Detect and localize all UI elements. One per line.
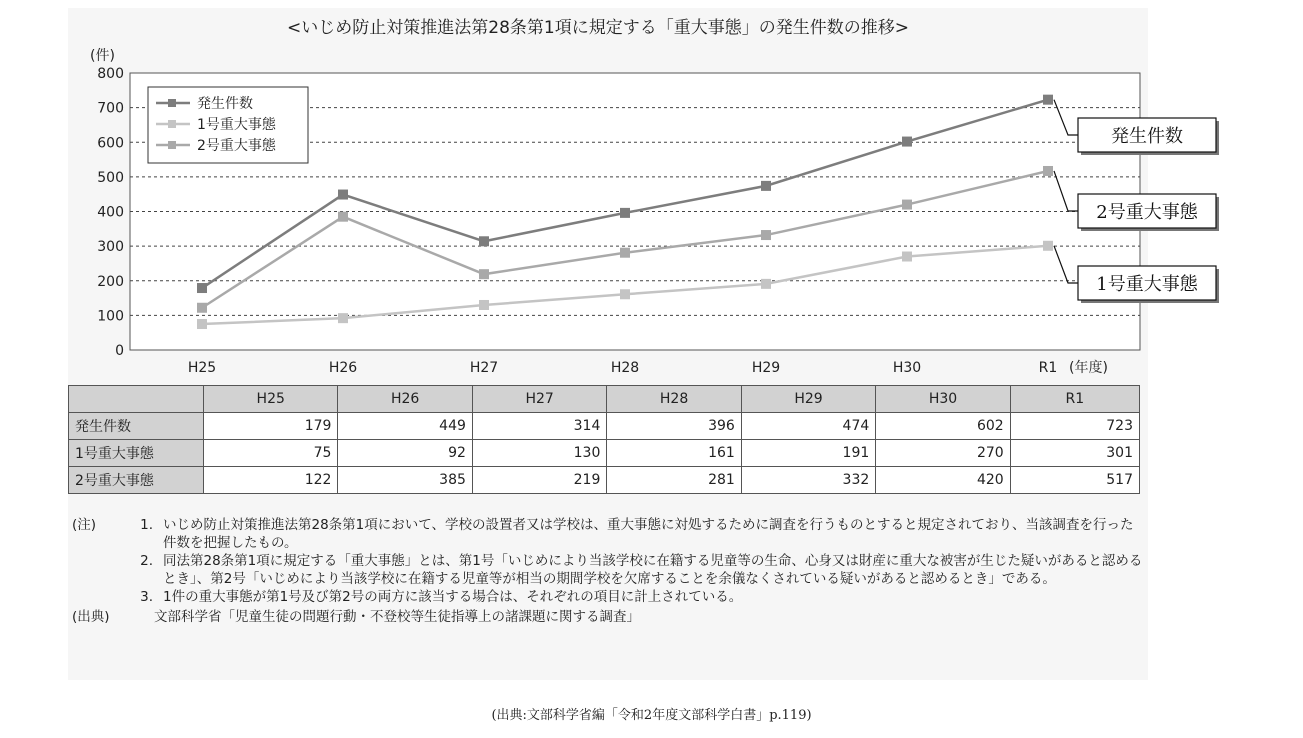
data-point: [338, 313, 348, 323]
figure-panel: [68, 8, 1198, 680]
note-lead: [72, 588, 117, 606]
x-axis-unit: (年度): [1069, 360, 1108, 376]
x-tick-label: H28: [610, 360, 640, 376]
x-axis-ticks: [188, 360, 1057, 376]
note-lead: [72, 552, 117, 588]
table-corner: [69, 386, 204, 413]
x-tick-label: H29: [751, 360, 781, 376]
legend-swatch-marker: [168, 141, 176, 149]
data-point: [761, 181, 771, 191]
callout-label: 発生件数: [1111, 126, 1183, 147]
note-text: いじめ防止対策推進法第28条第1項において、学校の設置者又は学校は、重大事態に対処するために調査を行うものとすると規定されており、当該調査を行った件数を把握したもの。: [163, 517, 1134, 551]
table-row-label: 2号重大事態: [69, 467, 204, 494]
table-column-header: H30: [876, 386, 1010, 413]
table-cell: 723: [1010, 413, 1139, 440]
table-cell: 75: [204, 440, 338, 467]
table-cell: 449: [338, 413, 472, 440]
data-point: [197, 283, 207, 293]
table-cell: 602: [876, 413, 1010, 440]
table-cell: 122: [204, 467, 338, 494]
note-text: 同法第28条第1項に規定する「重大事態」とは、第1号「いじめにより当該学校に在籍する児童等の生命、心身又は財産に重大な被害が生じた疑いがあると認めるとき」、第2号「いじめにより当該学校に在籍する児童等が相当の期間学校を欠席することを余儀なくされている疑いがあると認めるとき」である。: [163, 553, 1143, 587]
table-cell: 420: [876, 467, 1010, 494]
note-item: [72, 552, 1144, 588]
data-point: [620, 248, 630, 258]
table-row: [69, 440, 1140, 467]
table-column-header: H25: [204, 386, 338, 413]
data-point: [338, 190, 348, 200]
y-tick-label: 800: [97, 66, 124, 82]
y-tick-label: 400: [97, 204, 124, 221]
callout-label: 2号重大事態: [1096, 202, 1198, 223]
data-point: [761, 279, 771, 289]
table-row: [69, 467, 1140, 494]
legend-label: 発生件数: [197, 96, 253, 112]
legend-label: 2号重大事態: [197, 138, 276, 154]
data-point: [902, 252, 912, 262]
data-table: [68, 385, 1140, 494]
table-cell: 474: [741, 413, 875, 440]
table-cell: 191: [741, 440, 875, 467]
table-cell: 301: [1010, 440, 1139, 467]
series-callouts: [1054, 100, 1219, 303]
source-label: (出典): [72, 609, 110, 625]
data-point: [1043, 166, 1053, 176]
table-cell: 92: [338, 440, 472, 467]
source-text: 文部科学省「児童生徒の問題行動・不登校等生徒指導上の諸課題に関する調査」: [154, 609, 640, 625]
chart-title: <いじめ防止対策推進法第28条第1項に規定する「重大事態」の発生件数の推移>: [287, 18, 909, 38]
table-column-header: H28: [607, 386, 741, 413]
data-point: [479, 236, 489, 246]
table-column-header: H29: [741, 386, 875, 413]
line-chart: [68, 8, 1198, 383]
table-cell: 385: [338, 467, 472, 494]
note-list: [72, 516, 1144, 606]
x-tick-label: H25: [187, 360, 217, 376]
y-tick-label: 0: [115, 343, 124, 359]
data-point: [479, 269, 489, 279]
table-column-header: H27: [472, 386, 606, 413]
legend-swatch-marker: [168, 120, 176, 128]
note-text: 1件の重大事態が第1号及び第2号の両方に該当する場合は、それぞれの項目に計上されている。: [163, 589, 743, 605]
y-tick-label: 600: [97, 135, 124, 152]
note-lead: (注): [72, 517, 97, 533]
data-point: [479, 300, 489, 310]
data-point: [902, 137, 912, 147]
data-point: [1043, 241, 1053, 251]
data-point: [902, 200, 912, 210]
x-tick-label: H26: [328, 360, 358, 376]
y-tick-label: 100: [97, 308, 124, 325]
data-point: [761, 230, 771, 240]
note-item: [72, 516, 1144, 552]
callout-label: 1号重大事態: [1096, 274, 1198, 295]
table-cell: 219: [472, 467, 606, 494]
notes: [72, 516, 1144, 626]
x-tick-label: H27: [469, 360, 499, 376]
table-cell: 517: [1010, 467, 1139, 494]
y-axis-unit: (件): [90, 48, 115, 64]
note-number: 3.: [140, 589, 153, 605]
legend-label: 1号重大事態: [197, 117, 276, 133]
table-cell: 130: [472, 440, 606, 467]
data-point: [197, 303, 207, 313]
data-point: [1043, 95, 1053, 105]
source-row: [72, 608, 1144, 626]
note-number: 1.: [140, 517, 153, 533]
table-row-label: 発生件数: [69, 413, 204, 440]
x-tick-label: H30: [892, 360, 922, 376]
note-number: 2.: [140, 553, 153, 569]
legend: [148, 87, 308, 163]
table-cell: 332: [741, 467, 875, 494]
table-row-label: 1号重大事態: [69, 440, 204, 467]
table-cell: 314: [472, 413, 606, 440]
table-cell: 270: [876, 440, 1010, 467]
table-column-header: R1: [1010, 386, 1139, 413]
table-body: [69, 413, 1140, 494]
note-item: [72, 588, 1144, 606]
data-point: [620, 289, 630, 299]
data-point: [197, 319, 207, 329]
y-axis-ticks: [97, 66, 124, 359]
y-tick-label: 300: [97, 239, 124, 256]
table-cell: 396: [607, 413, 741, 440]
legend-swatch-marker: [168, 99, 176, 107]
table-header-row: [69, 386, 1140, 413]
data-point: [338, 212, 348, 222]
data-point: [620, 208, 630, 218]
table-column-header: H26: [338, 386, 472, 413]
table-cell: 179: [204, 413, 338, 440]
table-row: [69, 413, 1140, 440]
y-tick-label: 700: [97, 100, 124, 117]
y-tick-label: 500: [97, 169, 124, 186]
y-tick-label: 200: [97, 273, 124, 290]
page-caption: (出典:文部科学省編「令和2年度文部科学白書」p.119): [491, 708, 812, 723]
table-cell: 161: [607, 440, 741, 467]
x-tick-label: R1: [1038, 360, 1058, 376]
table-cell: 281: [607, 467, 741, 494]
